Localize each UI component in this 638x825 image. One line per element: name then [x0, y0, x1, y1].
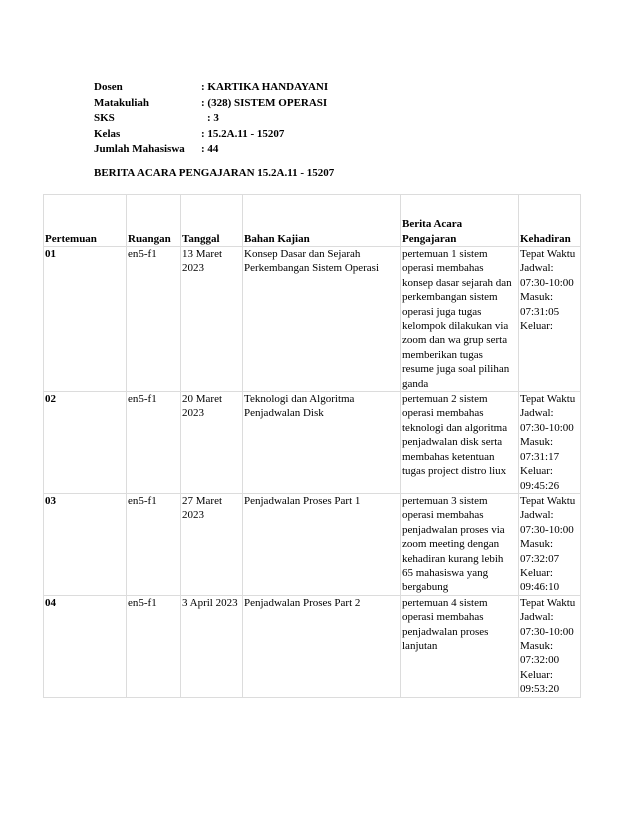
sks-label: SKS: [94, 112, 115, 124]
matakuliah-value: : (328) SISTEM OPERASI: [201, 96, 328, 109]
cell-pertemuan: 04: [44, 595, 127, 697]
cell-ruangan: en5-f1: [127, 595, 181, 697]
cell-tanggal: 13 Maret 2023: [181, 247, 243, 392]
cell-tanggal: 3 April 2023: [181, 595, 243, 697]
dosen-label: Dosen: [94, 81, 123, 93]
cell-ruangan: en5-f1: [127, 247, 181, 392]
dosen-value: : KARTIKA HANDAYANI: [201, 81, 329, 93]
cell-kehadiran: Tepat Waktu Jadwal: 07:30-10:00 Masuk: 07:32:00 Keluar: 09:53:20: [519, 595, 581, 697]
cell-bahan-kajian: Teknologi dan Algoritma Penjadwalan Disk: [243, 392, 401, 494]
table-row: [44, 493, 581, 595]
cell-kehadiran: Tepat Waktu Jadwal: 07:30-10:00 Masuk: 07:31:05 Keluar:: [519, 247, 581, 392]
cell-kehadiran: Tepat Waktu Jadwal: 07:30-10:00 Masuk: 07:31:17 Keluar: 09:45:26: [519, 392, 581, 494]
cell-pertemuan: 02: [44, 392, 127, 494]
cell-bahan-kajian: Konsep Dasar dan Sejarah Perkembangan Sistem Operasi: [243, 247, 401, 392]
header-bahan-kajian: Bahan Kajian: [243, 195, 401, 247]
header-berita-line1: Berita Acara: [402, 218, 463, 231]
cell-berita-acara: pertemuan 4 sistem operasi membahas penjadwalan proses lanjutan: [401, 595, 519, 697]
kelas-value: : 15.2A.11 - 15207: [201, 127, 285, 140]
header-berita-acara: [401, 195, 519, 247]
header-ruangan: Ruangan: [127, 195, 181, 247]
cell-pertemuan: 03: [44, 493, 127, 595]
cell-bahan-kajian: Penjadwalan Proses Part 2: [243, 595, 401, 697]
table-header-row: [44, 195, 581, 247]
jumlah-mahasiswa-label: Jumlah Mahasiswa: [94, 143, 185, 155]
header-pertemuan: Pertemuan: [44, 195, 127, 247]
header-berita-line2: Pengajaran: [402, 232, 457, 245]
cell-tanggal: 27 Maret 2023: [181, 493, 243, 595]
header-kehadiran: Kehadiran: [519, 195, 581, 247]
cell-ruangan: en5-f1: [127, 493, 181, 595]
page-title: BERITA ACARA PENGAJARAN 15.2A.11 - 15207: [94, 167, 335, 179]
matakuliah-label: Matakuliah: [94, 96, 150, 109]
cell-bahan-kajian: Penjadwalan Proses Part 1: [243, 493, 401, 595]
cell-tanggal: 20 Maret 2023: [181, 392, 243, 494]
jumlah-mahasiswa-value: : 44: [201, 143, 219, 155]
cell-ruangan: en5-f1: [127, 392, 181, 494]
teaching-log-table: [43, 194, 581, 698]
sks-value: : 3: [207, 112, 219, 124]
cell-berita-acara: pertemuan 2 sistem operasi membahas teknologi dan algoritma penjadwalan disk serta membahas ketentuan tugas project distro liux: [401, 392, 519, 494]
cell-pertemuan: 01: [44, 247, 127, 392]
header-tanggal: Tanggal: [181, 195, 243, 247]
table-row: [44, 595, 581, 697]
cell-berita-acara: pertemuan 1 sistem operasi membahas konsep dasar sejarah dan perkembangan sistem operasi juga tugas kelompok dilakukan via zoom dan wa grup serta memberikan tugas resume juga soal pilihan ganda: [401, 247, 519, 392]
kelas-label: Kelas: [94, 127, 121, 140]
table-row: [44, 247, 581, 392]
cell-kehadiran: Tepat Waktu Jadwal: 07:30-10:00 Masuk: 07:32:07 Keluar: 09:46:10: [519, 493, 581, 595]
table-row: [44, 392, 581, 494]
cell-berita-acara: pertemuan 3 sistem operasi membahas penjadwalan proses via zoom meeting dengan kehadiran kurang lebih 65 mahasiswa yang bergabung: [401, 493, 519, 595]
